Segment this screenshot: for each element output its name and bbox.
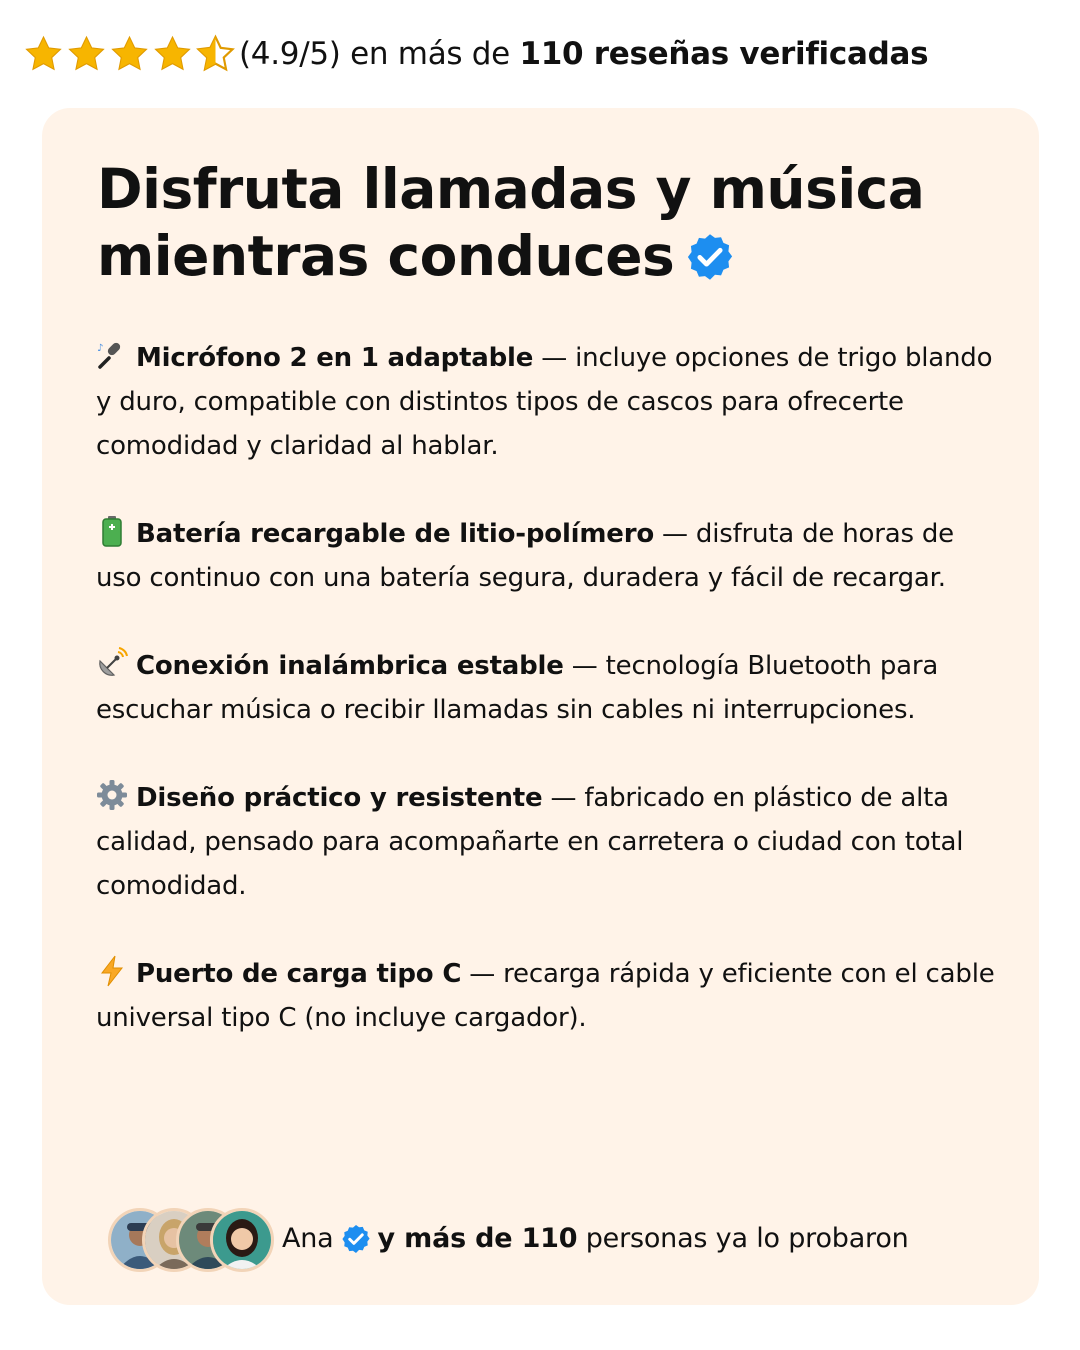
social-proof-text [282, 1223, 909, 1255]
headline-line-1: Disfruta llamadas y música [97, 157, 925, 221]
headline-line-2 [97, 223, 997, 290]
rating-score: (4.9/5) [239, 36, 341, 72]
star-icon [65, 33, 108, 76]
satellite-icon [96, 647, 128, 679]
feature-title: Diseño práctico y resistente [136, 783, 543, 813]
social-proof-count: y más de 110 [377, 1223, 578, 1254]
microphone-icon [96, 339, 128, 371]
page-title [97, 156, 997, 290]
verified-badge-icon [340, 1223, 372, 1255]
feature-title: Puerto de carga tipo C [136, 959, 462, 989]
feature-item-battery [96, 512, 1006, 600]
feature-item-charging [96, 952, 1006, 1040]
feature-title: Conexión inalámbrica estable [136, 651, 564, 681]
feature-list [96, 336, 1006, 1084]
feature-text: — incluye opciones de trigo blando y duro, compatible con distintos tipos de cascos para ofrecerte comodidad y claridad al hablar. [96, 343, 993, 461]
rating-row [22, 30, 928, 78]
star-icon [22, 33, 65, 76]
feature-item-connection [96, 644, 1006, 732]
gear-icon [96, 779, 128, 811]
feature-text: — recarga rápida y eficiente con el cable universal tipo C (no incluye cargador). [96, 959, 995, 1033]
feature-card [42, 108, 1039, 1305]
feature-item-microphone [96, 336, 1006, 468]
svg-text:♪: ♪ [97, 343, 104, 354]
star-rating [22, 33, 237, 76]
feature-title: Batería recargable de litio-polímero [136, 519, 654, 549]
headline-line-2-text: mientras conduces [97, 224, 675, 288]
reviewer-name: Ana [282, 1223, 334, 1254]
verified-badge-icon [684, 231, 736, 283]
lightning-icon [96, 955, 128, 987]
star-icon [151, 33, 194, 76]
star-icon [108, 33, 151, 76]
battery-icon [96, 515, 128, 547]
feature-item-design [96, 776, 1006, 908]
feature-title: Micrófono 2 en 1 adaptable [136, 343, 534, 373]
rating-count: 110 reseñas verificadas [519, 36, 929, 72]
feature-text: — fabricado en plástico de alta calidad, pensado para acompañarte en carretera o ciudad con total comodidad. [96, 783, 964, 901]
social-proof [108, 1204, 909, 1274]
avatar [210, 1208, 274, 1272]
social-proof-rest: personas ya lo probaron [577, 1223, 909, 1254]
feature-text: — tecnología Bluetooth para escuchar música o recibir llamadas sin cables ni interrupciones. [96, 651, 939, 725]
rating-prefix: en más de [340, 36, 520, 72]
rating-summary [239, 36, 928, 72]
feature-text: — disfruta de horas de uso continuo con una batería segura, duradera y fácil de recargar. [96, 519, 954, 593]
half-star-icon [194, 33, 237, 76]
avatar-stack [108, 1206, 274, 1272]
